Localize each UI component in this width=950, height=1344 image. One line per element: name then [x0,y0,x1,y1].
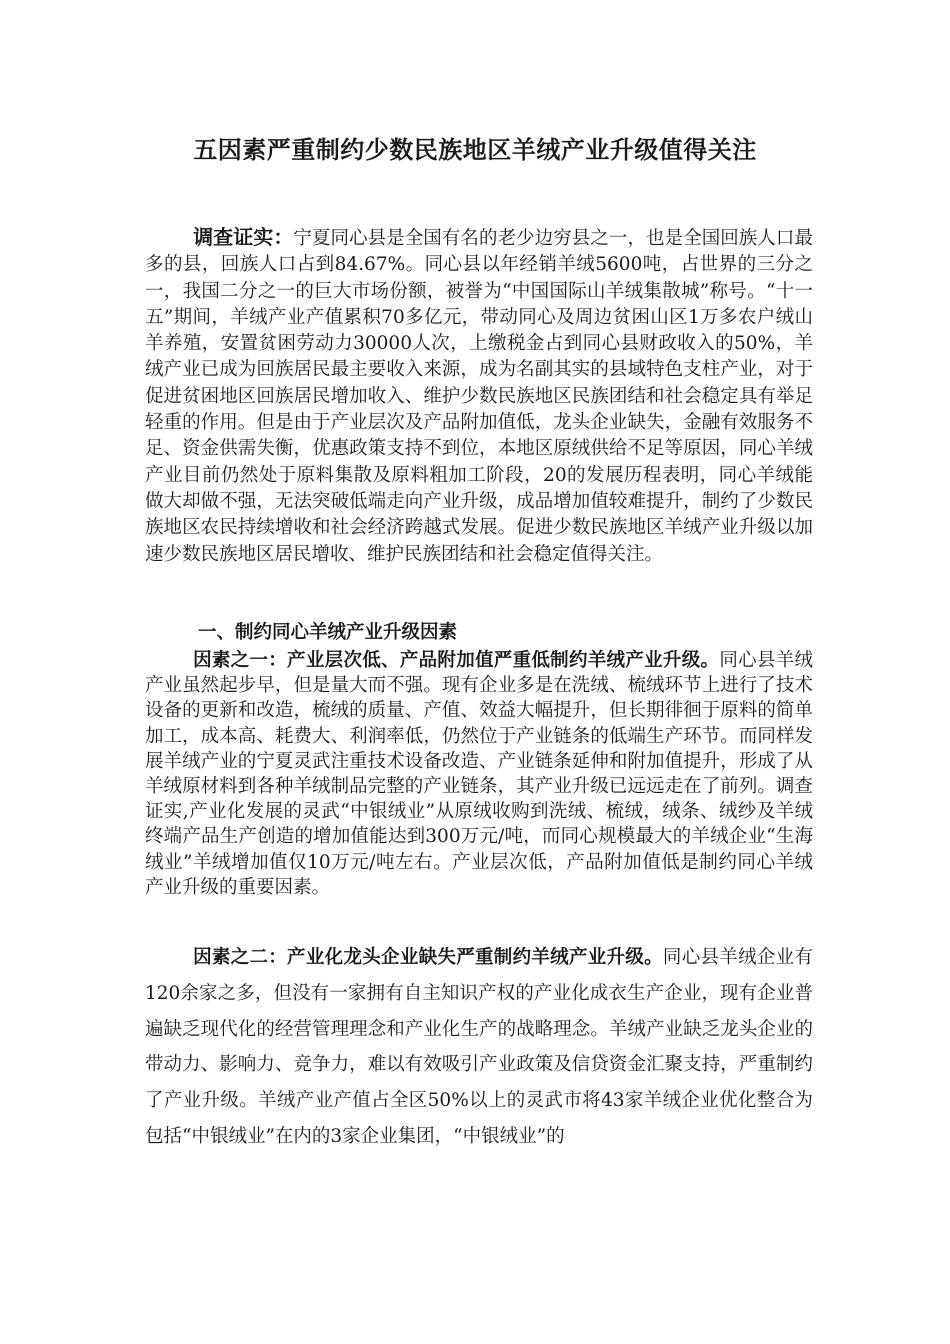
factor2-lead: 因素之二：产业化龙头企业缺失严重制约羊绒产业升级。 [193,947,663,968]
document-title: 五因素严重制约少数民族地区羊绒产业升级值得关注 [193,136,757,164]
factor2-text: 同心县羊绒企业有120余家之多，但没有一家拥有自主知识产权的产业化成衣生产企业，现有企业普遍缺乏现代化的经营管理理念和产业化生产的战略理念。羊绒产业缺乏龙头企业的带动力、影响力、竞争力，难以有效吸引产业政策及信贷资金汇聚支持，严重制约了产业升级。羊绒产业产值占全区50%以上的灵武市将43家羊绒企业优化整合为包括“中银绒业”在内的3家企业集团，“中银绒业”的 [145,947,813,1147]
intro-text: 宁夏同心县是全国有名的老少边穷县之一，也是全国回族人口最多的县，回族人口占到84.67%。同心县以年经销羊绒5600吨，占世界的三分之一，我国二分之一的巨大市场份额，被誉为“中国国际山羊绒集散城”称号。“十一五”期间，羊绒产业产值累积70多亿元，带动同心及周边贫困山区1万多农户绒山羊养殖，安置贫困劳动力30000人次，上缴税金占到同心县财政收入的50%，羊绒产业已成为回族居民最主要收入来源，成为名副其实的县域特色支柱产业，对于促进贫困地区回族居民增加收入、维护少数民族地区民族团结和社会稳定具有举足轻重的作用。但是由于产业层次及产品附加值低，龙头企业缺失，金融有效服务不足、资金供需失衡，优惠政策支持不到位，本地区原绒供给不足等原因，同心羊绒产业目前仍然处于原料集散及原料粗加工阶段，20的发展历程表明，同心羊绒能做大却做不强，无法突破低端走向产业升级，成品增加值较难提升，制约了少数民族地区农民持续增收和社会经济跨越式发展。促进少数民族地区羊绒产业升级以加速少数民族地区居民增收、维护民族团结和社会稳定值得关注。 [145,228,813,565]
intro-paragraph [145,224,813,568]
factor1-text: 同心县羊绒产业虽然起步早，但是量大而不强。现有企业多是在洗绒、梳绒环节上进行了技术设备的更新和改造，梳绒的质量、产值、效益大幅提升，但长期徘徊于原料的简单加工，成本高、耗费大、利润率低，仍然位于产业链条的低端生产环节。而同样发展羊绒产业的宁夏灵武注重技术设备改造、产业链条延伸和附加值提升，形成了从羊绒原材料到各种羊绒制品完整的产业链条，其产业升级已远远走在了前列。调查证实,产业化发展的灵武“中银绒业”从原绒收购到洗绒、梳绒，绒条、绒纱及羊绒终端产品生产创造的增加值能达到300万元/吨，而同心规模最大的羊绒企业“生海绒业”羊绒增加值仅10万元/吨左右。产业层次低，产品附加值低是制约同心羊绒产业升级的重要因素。 [145,650,813,898]
factor1-paragraph [145,648,813,900]
factor2-paragraph [145,940,813,1155]
factor1-lead: 因素之一：产业层次低、产品附加值严重低制约羊绒产业升级。 [193,650,720,671]
section-heading: 一、制约同心羊绒产业升级因素 [198,622,458,643]
intro-lead: 调查证实： [193,225,294,249]
